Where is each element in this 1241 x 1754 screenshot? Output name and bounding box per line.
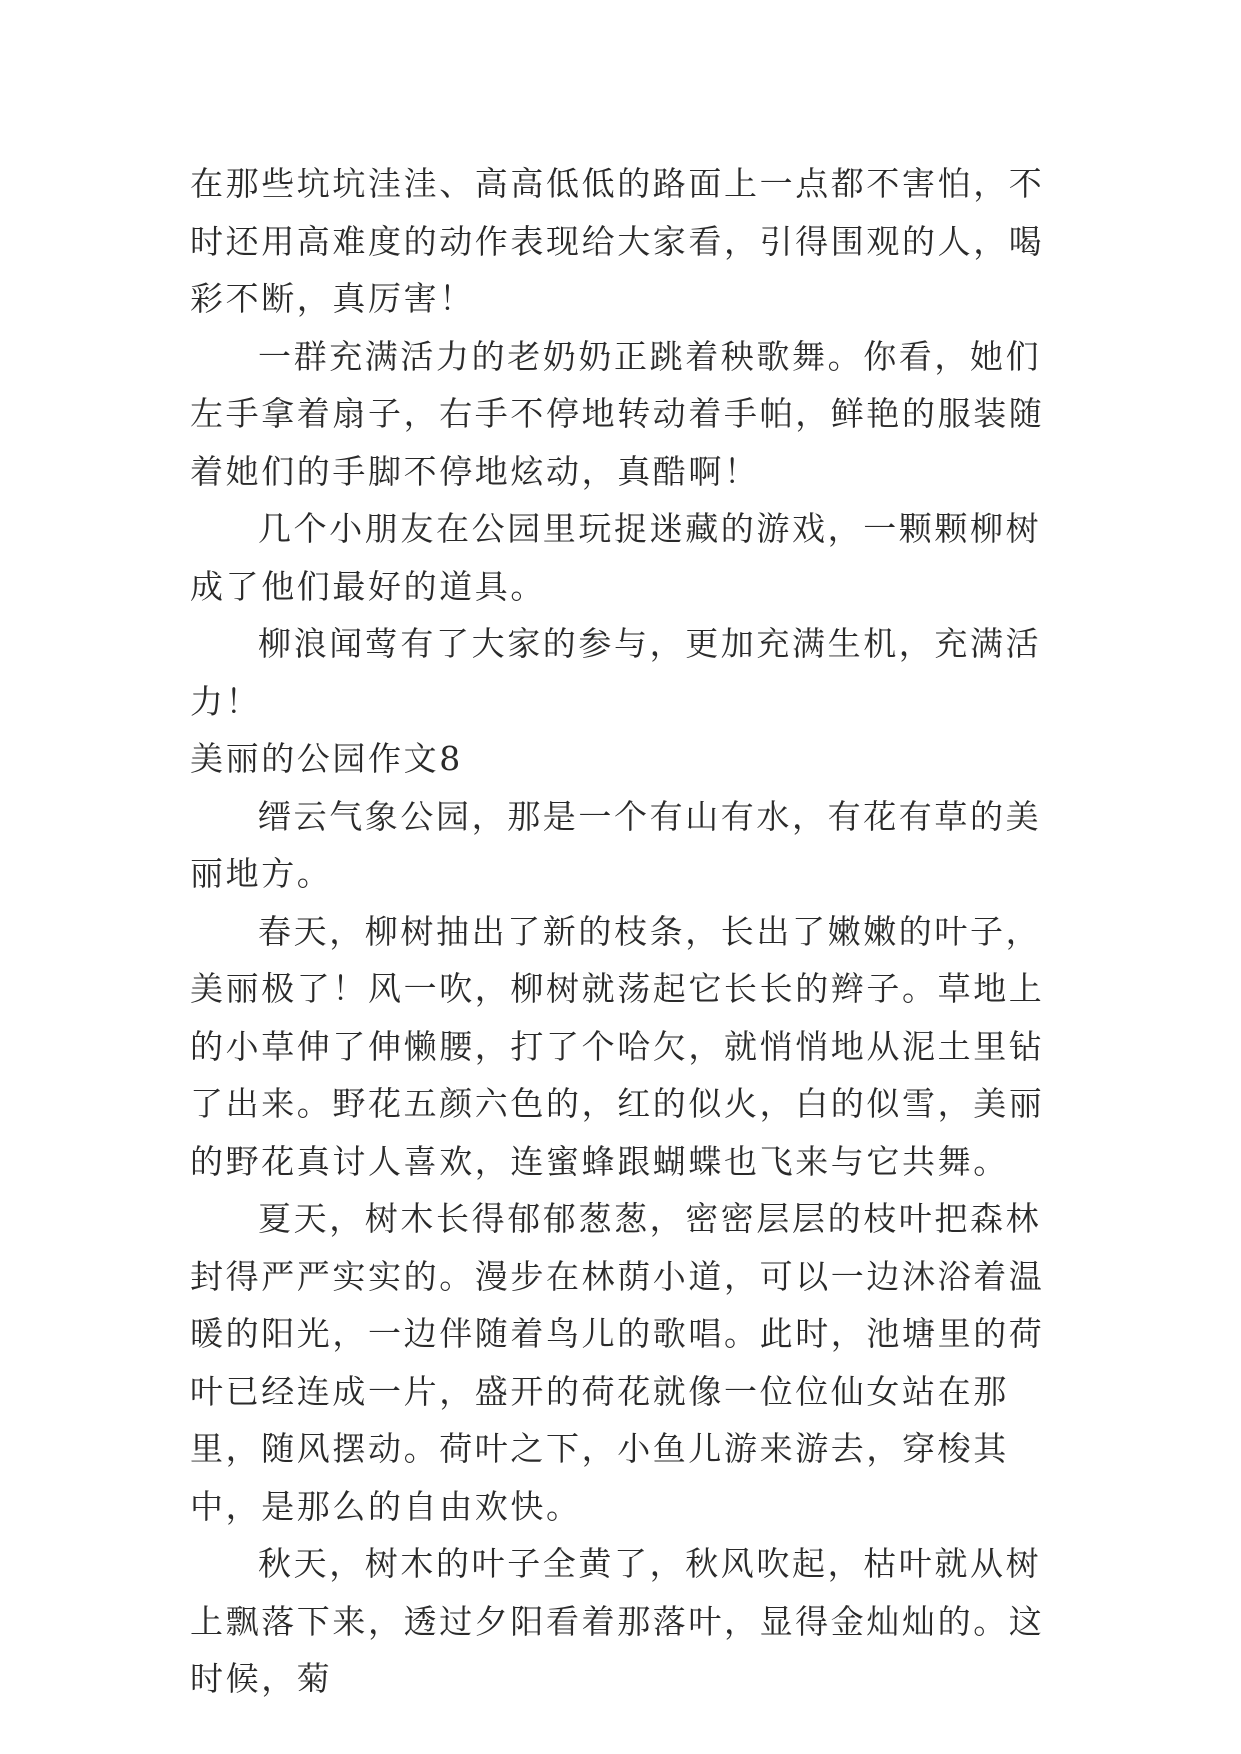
document-body — [190, 155, 1070, 1708]
paragraph: 夏天，树木长得郁郁葱葱，密密层层的枝叶把森林封得严严实实的。漫步在林荫小道，可以一边沐浴着温暖的阳光，一边伴随着鸟儿的歌唱。此时，池塘里的荷叶已经连成一片，盛开的荷花就像一位位仙女站在那里，随风摆动。荷叶之下，小鱼儿游来游去，穿梭其中，是那么的自由欢快。 — [190, 1199, 1045, 1526]
paragraph: 缙云气象公园，那是一个有山有水，有花有草的美丽地方。 — [190, 796, 1042, 893]
paragraph: 几个小朋友在公园里玩捉迷藏的游戏，一颗颗柳树成了他们最好的道具。 — [190, 509, 1042, 606]
paragraph: 春天，柳树抽出了新的枝条，长出了嫩嫩的叶子，美丽极了！风一吹，柳树就荡起它长长的辫子。草地上的小草伸了伸懒腰，打了个哈欠，就悄悄地从泥土里钻了出来。野花五颜六色的，红的似火，白的似雪，美丽的野花真讨人喜欢，连蜜蜂跟蝴蝶也飞来与它共舞。 — [190, 911, 1045, 1181]
section-title: 美丽的公园作文8 — [190, 739, 463, 778]
paragraph: 秋天，树木的叶子全黄了，秋风吹起，枯叶就从树上飘落下来，透过夕阳看着那落叶，显得金灿灿的。这时候，菊 — [190, 1544, 1045, 1698]
paragraph: 一群充满活力的老奶奶正跳着秧歌舞。你看，她们左手拿着扇子，右手不停地转动着手帕，鲜艳的服装随着她们的手脚不停地炫动，真酷啊！ — [190, 336, 1045, 491]
paragraph: 在那些坑坑洼洼、高高低低的路面上一点都不害怕，不时还用高难度的动作表现给大家看，引得围观的人，喝彩不断，真厉害！ — [190, 164, 1045, 318]
paragraph: 柳浪闻莺有了大家的参与，更加充满生机，充满活力！ — [190, 624, 1042, 721]
